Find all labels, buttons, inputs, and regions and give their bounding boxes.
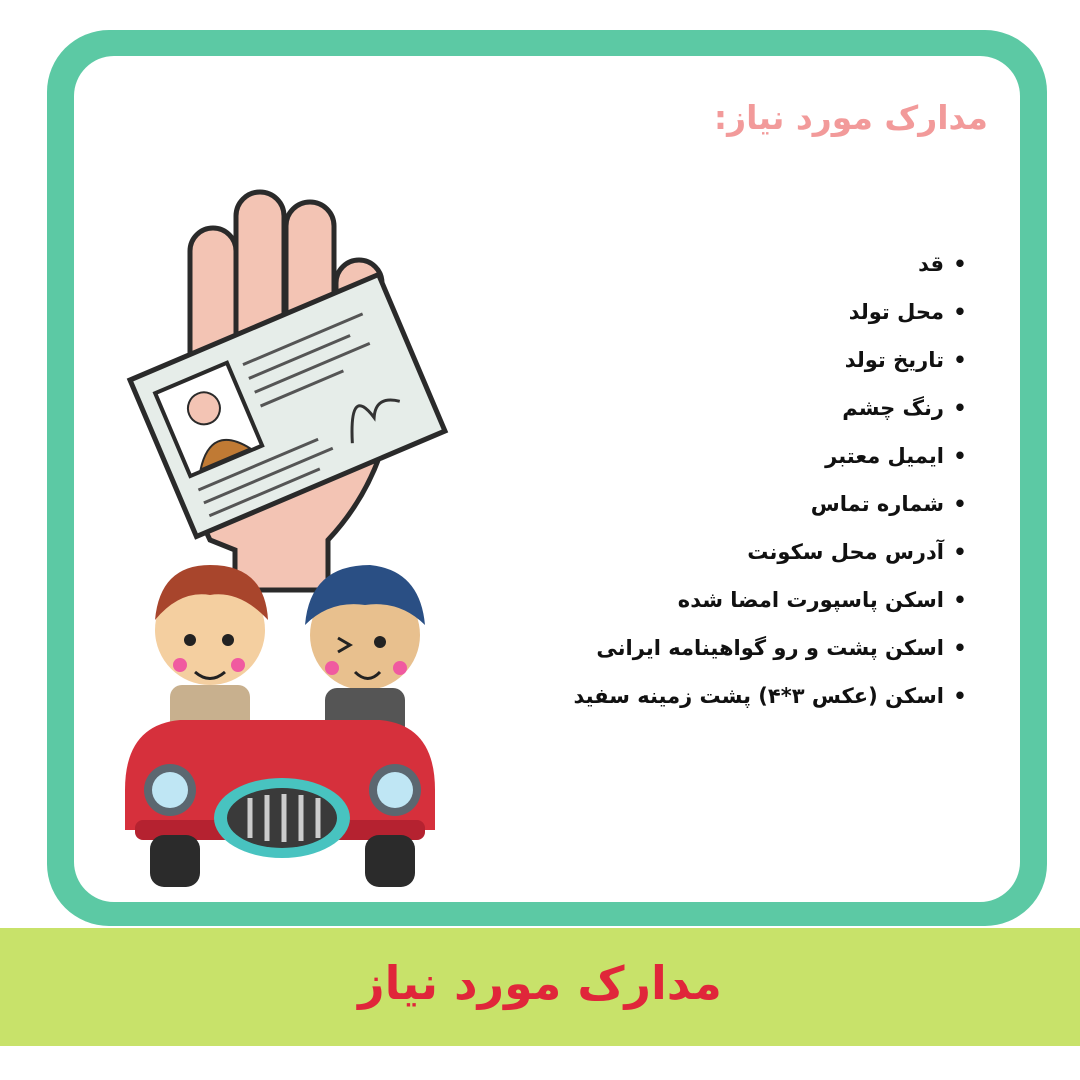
- card-heading: مدارک مورد نیاز:: [713, 98, 988, 137]
- list-item: • تاریخ تولد: [573, 336, 972, 384]
- list-item: • شماره تماس: [573, 480, 972, 528]
- list-item: • اسکن پشت و رو گواهینامه ایرانی: [573, 624, 972, 672]
- list-item: • قد: [573, 240, 972, 288]
- list-item: • اسکن (عکس ۳*۴) پشت زمینه سفید: [573, 672, 972, 720]
- list-item: • ایمیل معتبر: [573, 432, 972, 480]
- children-in-red-car-icon: [125, 565, 435, 887]
- list-item: • اسکن پاسپورت امضا شده: [573, 576, 972, 624]
- bottom-banner: [0, 928, 1080, 1046]
- banner-title: مدارک مورد نیاز: [358, 956, 722, 1010]
- illustration: [110, 180, 450, 895]
- list-item: • آدرس محل سکونت: [573, 528, 972, 576]
- id-card-icon: [130, 275, 445, 537]
- documents-list: [573, 240, 972, 720]
- list-item: • محل تولد: [573, 288, 972, 336]
- list-item: • رنگ چشم: [573, 384, 972, 432]
